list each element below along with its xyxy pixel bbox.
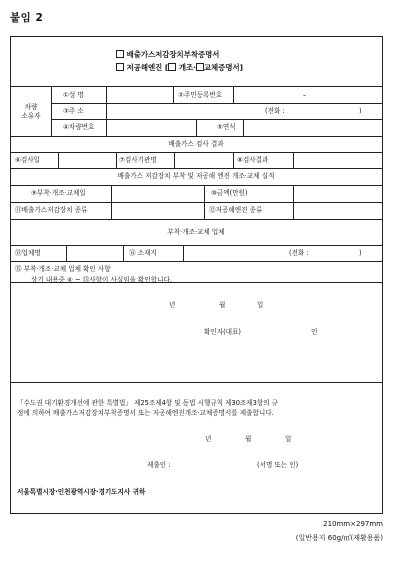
resident-no-dash: – xyxy=(303,91,307,99)
resident-no-label: ②주민등록번호 xyxy=(178,91,223,99)
statement-line-2: 정에 의하여 배출가스저감장치부착증명서 또는 저공해엔진개조·교체증명서를 제출합니다. xyxy=(17,409,274,417)
address-phone-close: ) xyxy=(359,107,362,115)
confirm-year: 년 xyxy=(169,301,176,309)
title-line-2: 저공해엔진 [ 개조· 교체증명서] xyxy=(116,63,243,72)
model-year-label: ⑤연식 xyxy=(217,123,236,131)
location-label: ⑭ 소재지 xyxy=(129,249,157,257)
confirm-day: 일 xyxy=(257,301,264,309)
device-type-label: ⑪배출가스저감장치 종류 xyxy=(15,206,88,214)
engine-type-label: ⑫저공해엔진 종류 xyxy=(209,206,263,214)
checkbox-icon[interactable] xyxy=(116,50,124,58)
statement-year: 년 xyxy=(205,435,212,443)
address-label: ③주 소 xyxy=(63,107,84,115)
inspection-agency-label: ⑦검사기관명 xyxy=(119,156,157,164)
install-date-label: ⑨부착·개조·교체일 xyxy=(31,189,86,197)
owner-group-label-1: 차량 xyxy=(24,103,38,111)
inspection-result-label: ⑧검사결과 xyxy=(237,156,269,164)
confirmer-label: 확인자(대표) xyxy=(204,328,241,336)
company-label: ⑬업체명 xyxy=(15,249,41,257)
footer-size: 210mm×297mm xyxy=(323,520,383,528)
installer-header: 부착·개조·교체 업체 xyxy=(167,228,225,236)
statement-month: 월 xyxy=(245,435,252,443)
attachment-label: 붙임 2 xyxy=(10,12,44,24)
footer-paper: (일반용지 60g/㎡(재활용품) xyxy=(295,534,383,542)
title-line-1: 배출가스저감장치부착증명서 xyxy=(116,50,219,59)
confirmation-text: 상기 내용중 ⑥ ~ ⑮사항이 사실임을 확인합니다. xyxy=(31,276,172,284)
installer-phone-label: (전화 : xyxy=(289,249,309,257)
checkbox-icon[interactable] xyxy=(116,63,124,71)
confirm-month: 월 xyxy=(219,301,226,309)
confirmation-header: ⑮ 부착·개조·교체 업체 확인 사항 xyxy=(15,265,111,273)
amount-label: ⑩금액(만원) xyxy=(211,189,248,197)
submitter-label: 제출인 : xyxy=(147,461,171,469)
vehicle-no-label: ④차량번호 xyxy=(63,123,95,131)
inspection-header: 배출가스 검사 결과 xyxy=(168,140,224,148)
statement-day: 일 xyxy=(285,435,292,443)
checkbox-icon[interactable] xyxy=(196,63,204,71)
statement-line-1: 「수도권 대기환경개선에 관한 특별법」 제25조제4항 및 동법 시행규칙 제30조제3항의 규 xyxy=(17,399,279,407)
signature-label: (서명 또는 인) xyxy=(257,461,299,469)
inspection-date-label: ⑥검사일 xyxy=(15,156,41,164)
checkbox-icon[interactable] xyxy=(168,63,176,71)
certificate-form xyxy=(10,36,383,514)
address-phone-label: (전화 : xyxy=(265,107,285,115)
install-record-header: 배출가스 저감장치 부착 및 저공해 엔진 개조·교체 실적 xyxy=(117,172,275,180)
confirm-seal: 인 xyxy=(311,328,318,336)
installer-phone-close: ) xyxy=(359,249,362,257)
owner-group-label-2: 소유자 xyxy=(21,112,41,120)
addressee: 서울특별시장·인천광역시장·경기도지사 귀하 xyxy=(17,488,146,496)
name-label: ①성 명 xyxy=(63,91,84,99)
